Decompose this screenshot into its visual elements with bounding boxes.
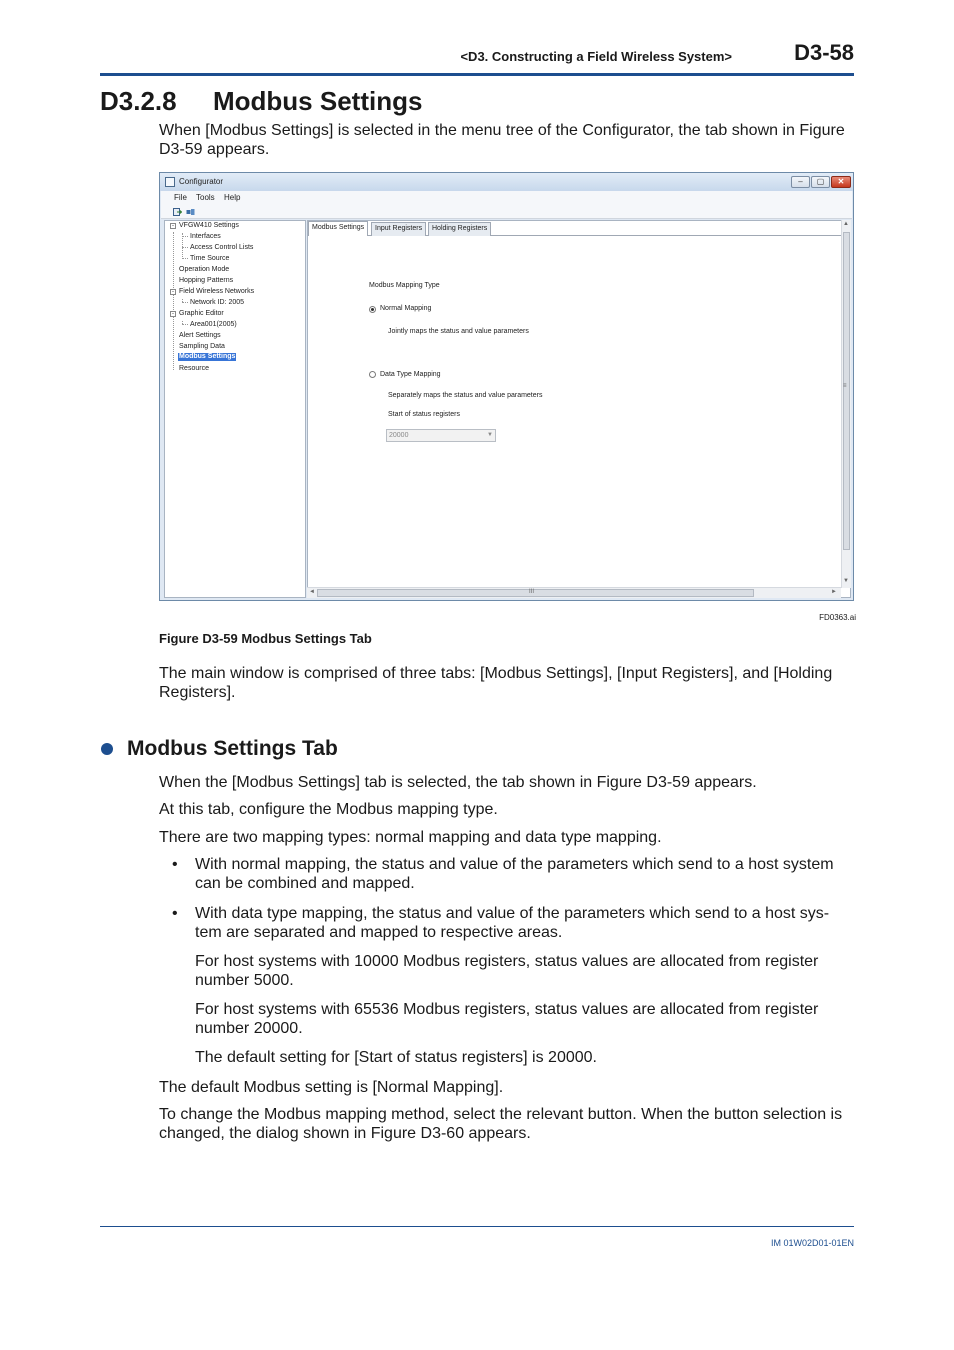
intro-line-2: D3-59 appears.: [159, 140, 270, 158]
bullet-normal-mapping: [195, 856, 854, 893]
toolbar: [161, 205, 852, 219]
paragraph-configure: At this tab, configure the Modbus mapping type.: [159, 801, 498, 818]
bullet-marker: •: [172, 856, 178, 873]
tree-node-modbus-settings[interactable]: Modbus Settings: [179, 353, 236, 360]
change-method-line-2: changed, the dialog shown in Figure D3-60 appears.: [159, 1124, 531, 1142]
scroll-grip-icon: ≡: [843, 383, 847, 389]
data-type-mapping-label[interactable]: Data Type Mapping: [380, 371, 441, 378]
start-of-status-registers-label: Start of status registers: [388, 411, 460, 418]
scroll-down-icon[interactable]: ▼: [843, 578, 849, 584]
tree-node-time-source[interactable]: Time Source: [190, 255, 230, 262]
horizontal-scrollbar[interactable]: [307, 587, 841, 598]
paragraph-default-setting: The default Modbus setting is [Normal Mapping].: [159, 1079, 504, 1096]
scroll-right-icon[interactable]: ►: [831, 589, 837, 595]
start-of-status-registers-select[interactable]: [386, 429, 496, 442]
note-default-start: The default setting for [Start of status registers] is 20000.: [195, 1049, 597, 1066]
export-icon[interactable]: [173, 208, 182, 216]
tree-node-vfgw410-settings[interactable]: VFGW410 Settings: [179, 222, 239, 229]
tree-node-area001[interactable]: Area001(2005): [190, 321, 237, 328]
minimize-button[interactable]: –: [791, 176, 810, 188]
section-number: D3.2.8: [100, 86, 177, 116]
normal-mapping-radio[interactable]: [369, 306, 376, 313]
note-10000-line-2: number 5000.: [195, 971, 294, 989]
note-65536-line-2: number 20000.: [195, 1019, 303, 1037]
horizontal-scroll-thumb[interactable]: [317, 589, 754, 597]
tabs-paragraph: [159, 665, 854, 702]
vertical-scroll-thumb[interactable]: [843, 232, 850, 550]
tab-input-registers[interactable]: Input Registers: [371, 222, 426, 236]
header-rule: [100, 73, 854, 76]
tree-node-interfaces[interactable]: Interfaces: [190, 233, 221, 240]
connect-icon[interactable]: [186, 208, 195, 216]
note-10000-registers: [195, 953, 854, 990]
bullet-marker: •: [172, 905, 178, 922]
chevron-down-icon: ▼: [487, 432, 493, 438]
bullet-datatype-line-2: tem are separated and mapped to respective areas.: [195, 923, 563, 941]
tree-node-access-control-lists[interactable]: Access Control Lists: [190, 244, 254, 251]
mapping-type-label: Modbus Mapping Type: [369, 282, 440, 289]
bullet-datatype-line-1: With data type mapping, the status and value of the parameters which send to a host sys-: [195, 905, 830, 922]
configurator-window-screenshot: [159, 172, 854, 601]
window-titlebar: [160, 173, 853, 191]
tree-node-operation-mode[interactable]: Operation Mode: [179, 266, 230, 273]
paragraph-change-method: [159, 1106, 854, 1143]
figure-caption: Figure D3-59 Modbus Settings Tab: [159, 631, 372, 646]
app-icon: [165, 177, 175, 187]
start-of-status-registers-value: 20000: [389, 432, 409, 439]
scroll-left-icon[interactable]: ◄: [309, 589, 315, 595]
tree-branch: [182, 302, 188, 303]
tree-node-network-id[interactable]: Network ID: 2005: [190, 299, 245, 306]
intro-paragraph: [159, 122, 854, 159]
tree-node-hopping-patterns[interactable]: Hopping Patterns: [179, 277, 234, 284]
tree-line-main: [173, 232, 174, 370]
footer-rule: [100, 1226, 854, 1227]
tabs-paragraph-line-1: The main window is comprised of three tabs: [Modbus Settings], [Input Registers], and [Holding: [159, 665, 833, 682]
tree-branch: [182, 247, 188, 248]
tab-modbus-settings[interactable]: Modbus Settings: [308, 221, 368, 236]
expander-field-wireless[interactable]: -: [172, 289, 174, 295]
tree-node-graphic-editor[interactable]: Graphic Editor: [179, 310, 224, 317]
document-id: IM 01W02D01-01EN: [770, 1238, 854, 1248]
menu-file[interactable]: File: [174, 193, 187, 202]
change-method-line-1: To change the Modbus mapping method, select the relevant button. When the button selection is: [159, 1106, 843, 1123]
note-65536-line-1: For host systems with 65536 Modbus registers, status values are allocated from register: [195, 1001, 819, 1018]
data-type-mapping-radio[interactable]: [369, 371, 376, 378]
tree-node-alert-settings[interactable]: Alert Settings: [179, 332, 221, 339]
vertical-scrollbar[interactable]: [841, 220, 851, 588]
tree-branch: [182, 236, 188, 237]
menu-bar: [161, 191, 852, 205]
menu-help[interactable]: Help: [224, 193, 241, 202]
normal-mapping-description: Jointly maps the status and value parameters: [388, 328, 529, 335]
bullet-data-type-mapping: [195, 905, 854, 942]
tab-holding-registers[interactable]: Holding Registers: [428, 222, 491, 236]
close-button[interactable]: ✕: [831, 176, 851, 188]
subsection-title: Modbus Settings Tab: [127, 737, 338, 760]
menu-tree: [164, 220, 306, 598]
scroll-up-icon[interactable]: ▲: [843, 221, 849, 227]
running-header-chapter: <D3. Constructing a Field Wireless System>: [460, 49, 732, 64]
scroll-grip-icon: III: [529, 589, 535, 595]
window-title: Configurator: [179, 177, 224, 186]
data-type-mapping-description: Separately maps the status and value parameters: [388, 392, 543, 399]
bullet-normal-line-2: can be combined and mapped.: [195, 874, 415, 892]
expander-graphic-editor[interactable]: -: [172, 311, 174, 317]
tree-branch: [182, 258, 188, 259]
menu-tools[interactable]: Tools: [196, 193, 215, 202]
note-10000-line-1: For host systems with 10000 Modbus registers, status values are allocated from register: [195, 953, 819, 970]
paragraph-tab-selected: When the [Modbus Settings] tab is selected, the tab shown in Figure D3-59 appears.: [159, 774, 757, 791]
content-panel: [307, 220, 851, 598]
tree-node-field-wireless-networks[interactable]: Field Wireless Networks: [179, 288, 255, 295]
normal-mapping-label[interactable]: Normal Mapping: [380, 305, 432, 312]
paragraph-two-types: There are two mapping types: normal mapping and data type mapping.: [159, 829, 662, 846]
figure-file-id: FD0363.ai: [819, 613, 856, 622]
page-number: D3-58: [794, 40, 854, 65]
section-title: Modbus Settings: [213, 86, 423, 116]
tree-node-sampling-data[interactable]: Sampling Data: [179, 343, 225, 350]
maximize-button[interactable]: ▢: [811, 176, 830, 188]
intro-line-1: When [Modbus Settings] is selected in the menu tree of the Configurator, the tab shown in Figure: [159, 122, 845, 139]
tree-branch: [182, 324, 188, 325]
tabs-paragraph-line-2: Registers].: [159, 683, 236, 701]
bullet-normal-line-1: With normal mapping, the status and value of the parameters which send to a host system: [195, 856, 834, 873]
bullet-dot-icon: [101, 743, 113, 755]
expander-vfgw410[interactable]: -: [172, 223, 174, 229]
tree-node-resource[interactable]: Resource: [179, 365, 209, 372]
note-65536-registers: [195, 1001, 854, 1038]
